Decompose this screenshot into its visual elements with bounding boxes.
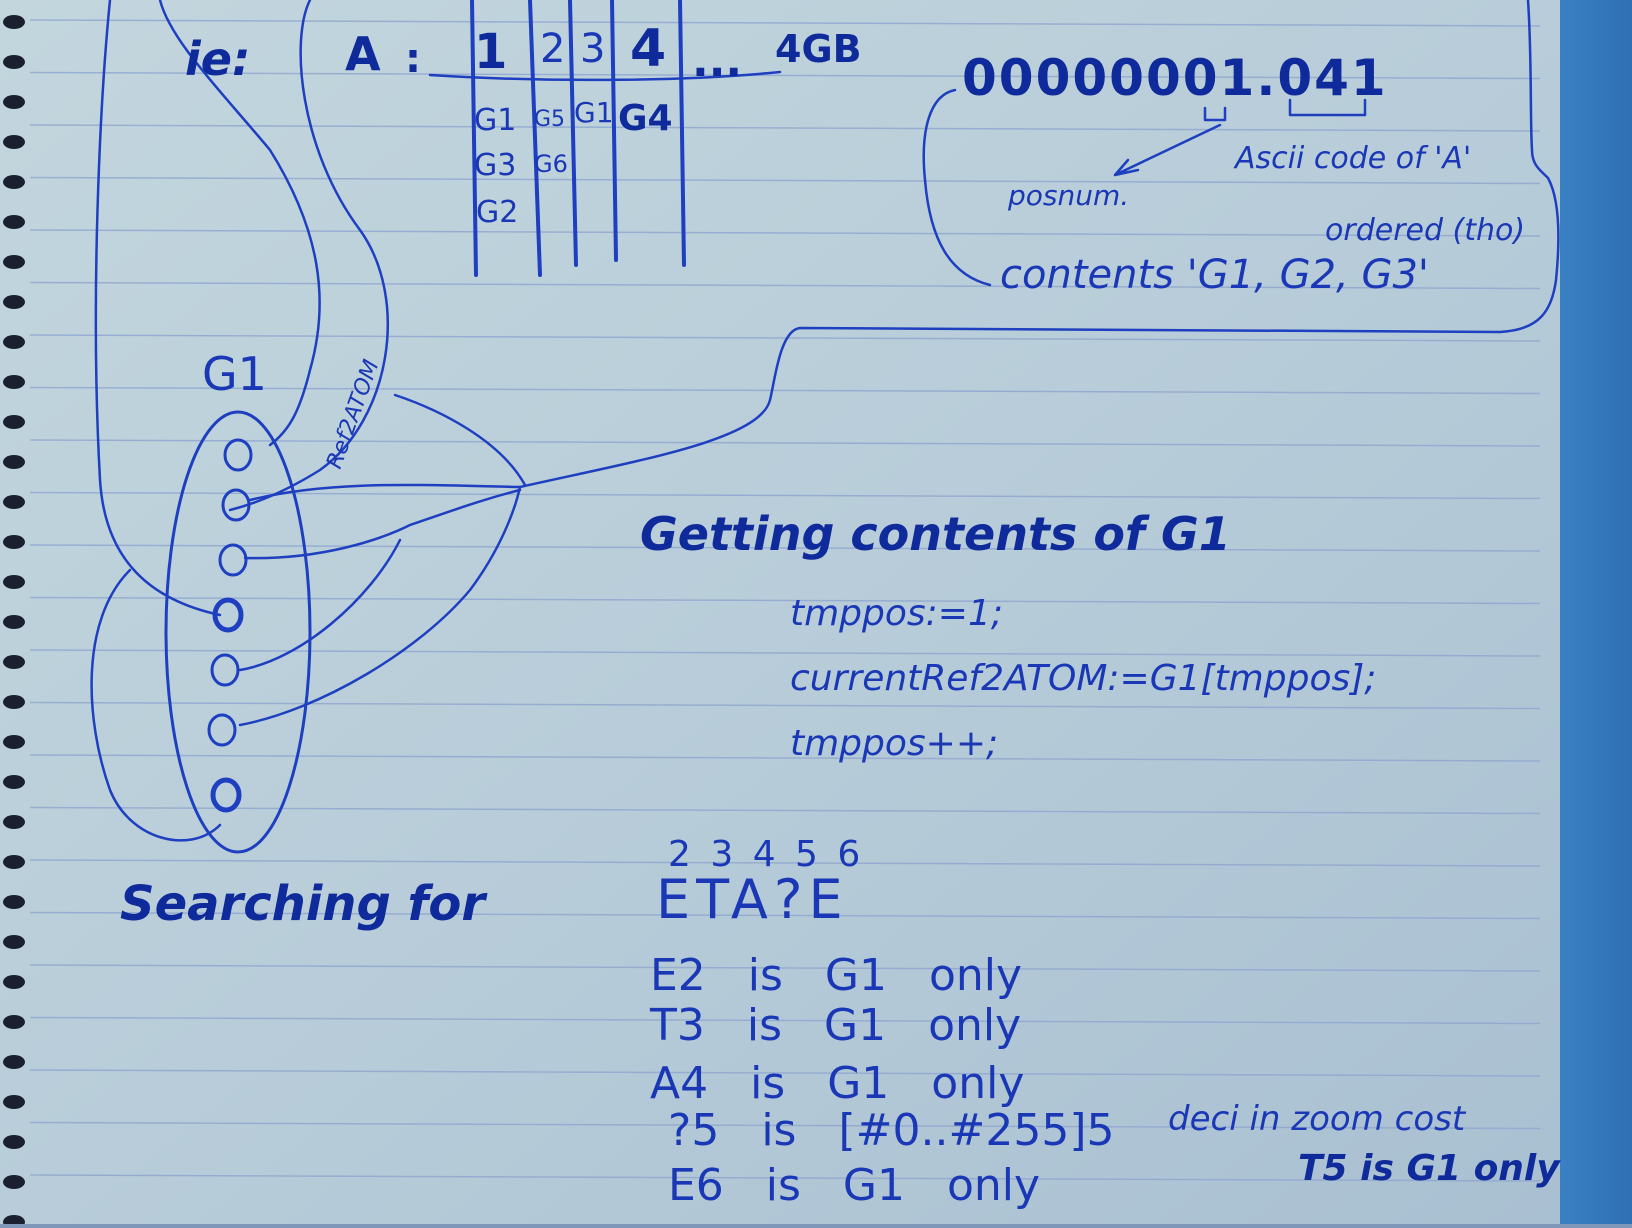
spiral-ring <box>3 455 25 469</box>
spiral-ring <box>3 855 25 869</box>
col3-g1: G1 <box>574 96 614 129</box>
search-result-5: E6 is G1 only <box>668 1160 1041 1211</box>
search-result-2: T3 is G1 only <box>650 1000 1022 1051</box>
search-title: Searching for <box>120 876 486 932</box>
spiral-ring <box>3 215 25 229</box>
spiral-ring <box>3 1055 25 1069</box>
spiral-ring <box>3 1135 25 1149</box>
spiral-ring <box>3 1015 25 1029</box>
cell-1: 1 <box>474 24 508 80</box>
spiral-ring <box>3 735 25 749</box>
spiral-ring <box>3 295 25 309</box>
col1-g3: G3 <box>474 148 517 183</box>
row-colon: : <box>405 36 421 82</box>
search-result-4: ?5 is [#0..#255]5 <box>668 1105 1115 1156</box>
spiral-ring <box>3 655 25 669</box>
spiral-ring <box>3 935 25 949</box>
ascii-note: Ascii code of 'A' <box>1235 141 1472 176</box>
binary-code: 00000001.041 <box>962 49 1388 107</box>
spiral-ring <box>3 775 25 789</box>
search-final: T5 is G1 only <box>1298 1148 1560 1189</box>
spiral-ring <box>3 895 25 909</box>
spiral-ring <box>3 815 25 829</box>
getting-title: Getting contents of G1 <box>640 507 1231 561</box>
ordered-note: ordered (tho) <box>1325 213 1526 248</box>
spiral-ring <box>3 15 25 29</box>
spiral-ring <box>3 975 25 989</box>
col1-g1: G1 <box>474 103 517 138</box>
cell-2: 2 <box>540 26 566 72</box>
search-note: deci in zoom cost <box>1168 1099 1466 1139</box>
row-size: 4GB <box>775 27 862 71</box>
group-label: G1 <box>202 347 267 401</box>
ie-prefix: ie: <box>185 32 251 86</box>
col2-g6: G6 <box>534 150 568 178</box>
spiral-ring <box>3 375 25 389</box>
contents-note: contents 'G1, G2, G3' <box>1000 252 1429 298</box>
spiral-ring <box>3 135 25 149</box>
spiral-ring <box>3 575 25 589</box>
row-label: A <box>345 27 381 81</box>
spiral-ring <box>3 1175 25 1189</box>
cell-4: 4 <box>630 19 667 79</box>
getting-line-3: tmppos++; <box>790 723 999 764</box>
spiral-ring <box>3 55 25 69</box>
getting-line-1: tmppos:=1; <box>790 593 1003 634</box>
cell-3: 3 <box>580 26 606 72</box>
spiral-ring <box>3 415 25 429</box>
col1-g2: G2 <box>476 195 519 230</box>
spiral-ring <box>3 175 25 189</box>
spiral-ring <box>3 535 25 549</box>
search-result-1: E2 is G1 only <box>650 950 1023 1001</box>
spiral-ring <box>3 695 25 709</box>
row-ellipsis: ... <box>692 36 743 87</box>
search-word: ETA?E <box>656 868 849 931</box>
ref-label: Ref2ATOM <box>322 356 385 473</box>
spiral-ring <box>3 255 25 269</box>
spiral-ring <box>3 1095 25 1109</box>
col2-g5: G5 <box>534 107 566 132</box>
pos-note: posnum. <box>1008 179 1130 212</box>
search-positions: 2 3 4 5 6 <box>668 834 865 875</box>
getting-line-2: currentRef2ATOM:=G1[tmppos]; <box>790 658 1377 699</box>
spiral-ring <box>3 495 25 509</box>
spiral-ring <box>3 95 25 109</box>
col4-g4: G4 <box>618 98 673 139</box>
spiral-ring <box>3 615 25 629</box>
spiral-ring <box>3 335 25 349</box>
search-result-3: A4 is G1 only <box>650 1058 1025 1109</box>
